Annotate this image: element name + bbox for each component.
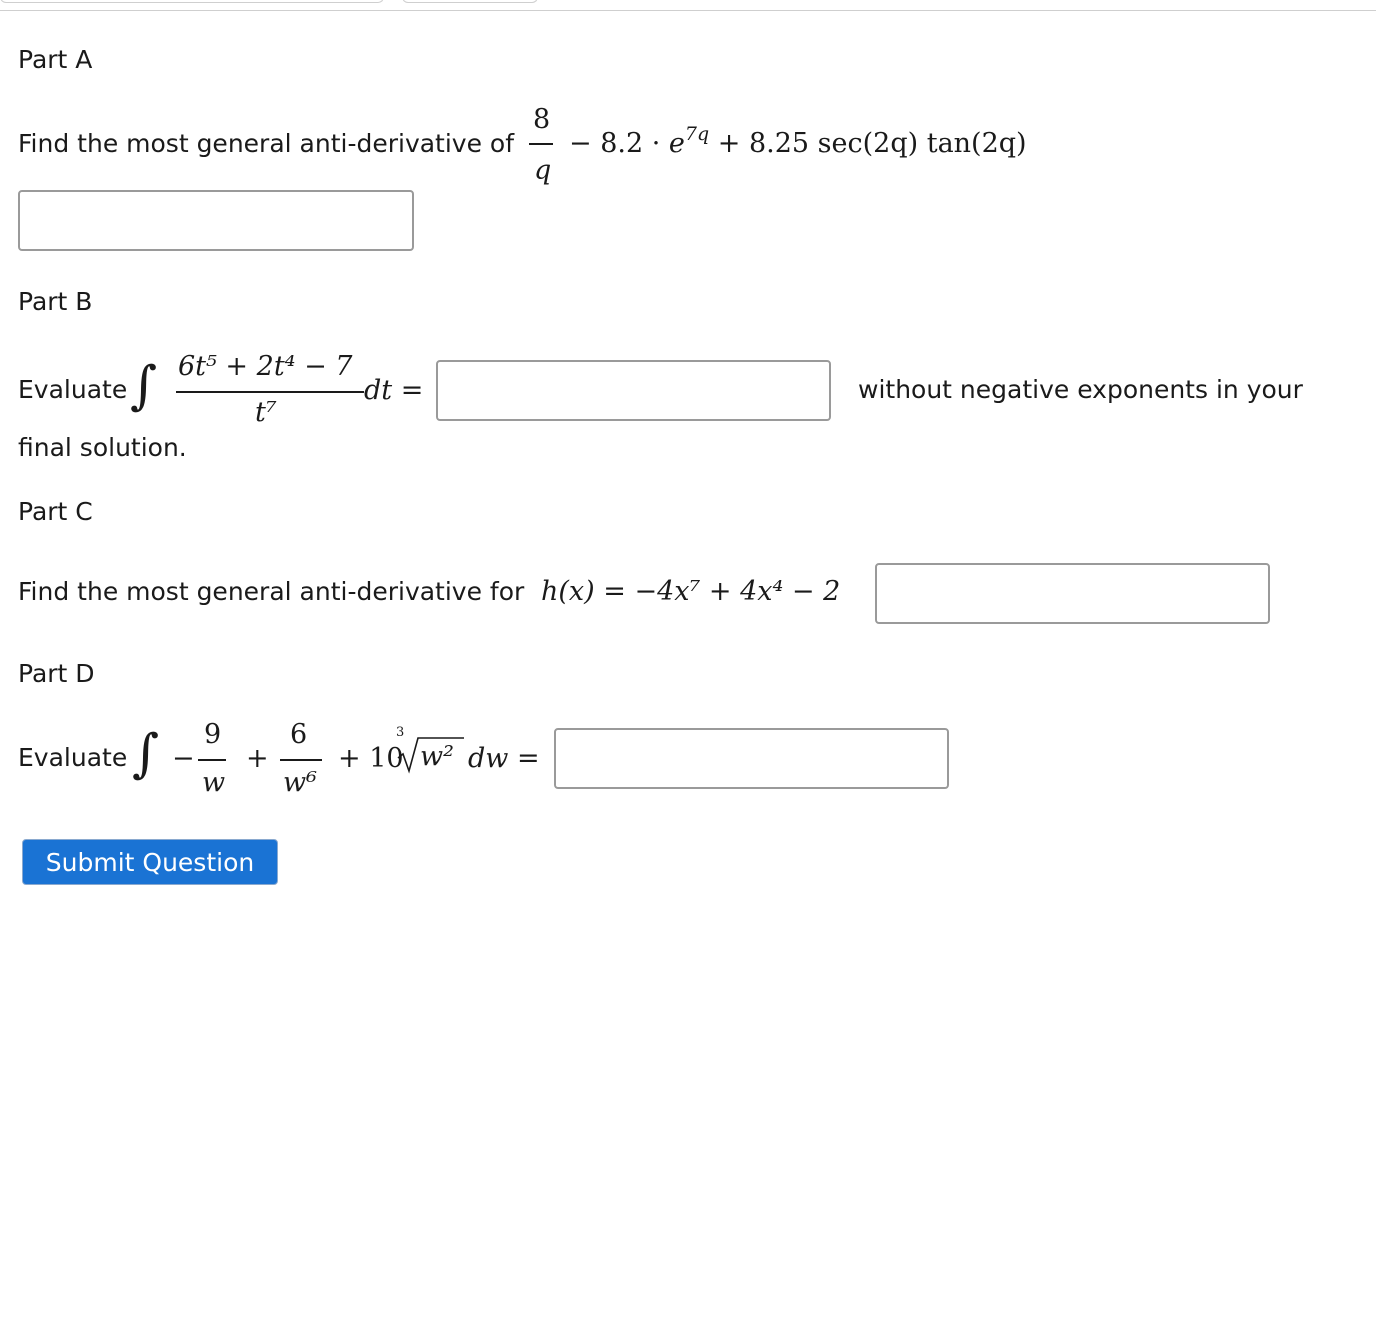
part-d-frac2-bar [280, 759, 322, 761]
part-d-frac2-den: w⁶ [283, 767, 317, 798]
part-b-heading: Part B [18, 287, 93, 316]
part-d-frac1-num: 9 [204, 719, 222, 750]
top-tab-left [0, 0, 384, 3]
part-d-heading: Part D [18, 659, 95, 688]
top-divider [0, 10, 1376, 11]
part-b-dt: dt = [364, 375, 424, 406]
part-a-heading: Part A [18, 45, 93, 74]
part-d-prompt: Evaluate [18, 743, 128, 772]
part-b-final-text: final solution. [18, 433, 187, 462]
part-c-answer-input[interactable] [875, 563, 1270, 624]
part-d-dw: dw = [468, 743, 540, 774]
part-a-frac-den: q [534, 155, 552, 186]
part-b-integral-sign: ∫ [130, 356, 158, 416]
part-d-radicand: w² [420, 741, 454, 772]
part-c-expression: h(x) = −4x⁷ + 4x⁴ − 2 [541, 576, 841, 607]
part-a-frac-bar [529, 143, 553, 145]
part-d-answer-input[interactable] [554, 728, 949, 789]
part-b-prompt: Evaluate [18, 375, 128, 404]
part-d-frac2-num: 6 [290, 719, 308, 750]
part-d-frac1-bar [198, 759, 226, 761]
part-a-expression: − $8.2 \cdot e^{7q} + 8.25$ sec(2q) tan(2q) [569, 123, 1027, 159]
part-a-answer-input[interactable] [18, 190, 414, 251]
part-b-denominator: t⁷ [255, 397, 277, 428]
part-d-frac1-den: w [202, 767, 226, 798]
top-tab-right [402, 0, 538, 3]
part-c-heading: Part C [18, 497, 93, 526]
part-d-plus: + [246, 743, 269, 774]
part-d-root-index: 3 [396, 725, 405, 740]
part-b-numerator: 6t⁵ + 2t⁴ − 7 [178, 351, 353, 382]
part-a-frac-num: 8 [533, 104, 551, 135]
part-b-answer-input[interactable] [436, 360, 831, 421]
part-d-integral-sign: ∫ [132, 724, 160, 784]
part-c-prompt: Find the most general anti-derivative for [18, 577, 525, 606]
part-d-plus-ten: + 10 [338, 743, 404, 774]
part-b-after-text: without negative exponents in your [858, 375, 1303, 404]
part-b-frac-bar [176, 391, 364, 393]
submit-question-button[interactable]: Submit Question [22, 839, 278, 885]
part-d-minus: − [172, 743, 195, 774]
part-a-prompt: Find the most general anti-derivative of [18, 129, 515, 158]
